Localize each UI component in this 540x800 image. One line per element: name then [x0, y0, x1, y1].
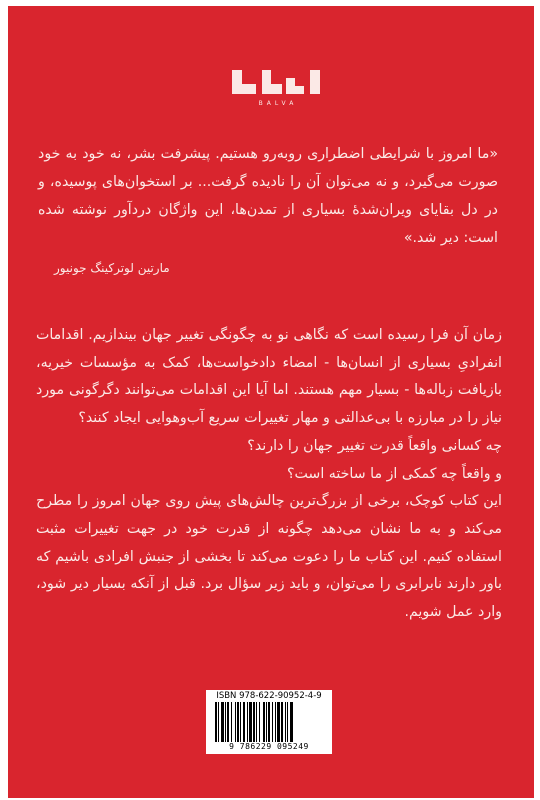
description-paragraph: زمان آن فرا رسیده است که نگاهی نو به چگونگی تغییر جهان بیندازیم. اقدامات انفرادیِ بسیاری از انسان‌ها - امضاء دادخواست‌ها، کمک به مؤسسات خیریه، بازیافت زباله‌ها - بسیار مهم هستند. اما آیا این اقدامات می‌توانند دگرگونی مورد نیاز را در مبارزه با بی‌عدالتی و مهار تغییرات سریع آب‌وهوایی ایجاد کنند؟	[36, 327, 502, 427]
description-question: چه کسانی واقعاً قدرت تغییر جهان را دارند؟	[247, 437, 502, 454]
isbn-label: ISBN 978-622-90952-4-9	[216, 691, 322, 701]
description-paragraph: این کتاب کوچک، برخی از بزرگ‌ترین چالش‌های پیش روی جهان امروز را مطرح می‌کند و به ما نشان می‌دهد چگونه از قدرت خود در جهت تغییرات مثبت استفاده کنیم. این کتاب ما را دعوت می‌کند تا بخشی از جنبش افرادی باشیم که باور دارند نابرابری را می‌توان، و باید زیر سؤال برد. قبل از آنکه بسیار دیر شود، وارد عمل شویم.	[36, 493, 502, 621]
barcode-digits: 9 786229 095249	[229, 742, 309, 751]
back-cover	[8, 6, 534, 798]
publisher-name: BALVA	[258, 100, 298, 107]
isbn-barcode	[206, 690, 332, 754]
balva-logo-icon	[228, 66, 328, 98]
publisher-logo	[226, 66, 330, 107]
barcode-icon	[214, 702, 324, 742]
quote-text: «ما امروز با شرایطی اضطراری روبه‌رو هستیم. پیشرفت بشر، نه خود به خود صورت می‌گیرد، و نه می‌توان آن را نادیده گرفت... بر استخوان‌های پوسیده، و در دل بقایای ویران‌شدهٔ بسیاری از تمدن‌ها، این واژگان دردآور نوشته شده است: دیر شد.»	[38, 146, 498, 246]
quote-author: مارتین لوترکینگ جونیور	[54, 261, 170, 275]
description-question: و واقعاً چه کمکی از ما ساخته است؟	[286, 465, 502, 482]
book-description	[36, 322, 502, 627]
